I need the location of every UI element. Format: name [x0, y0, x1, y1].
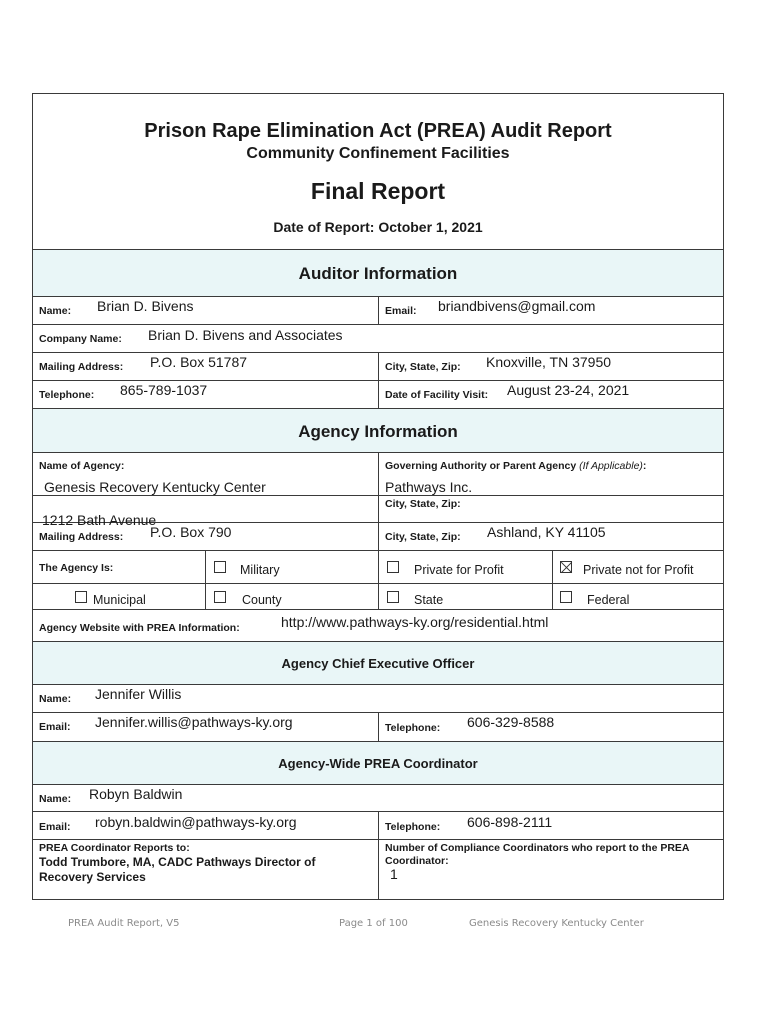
column-divider	[378, 353, 379, 380]
county-option-label: County	[242, 593, 282, 607]
report-header	[33, 94, 723, 250]
auditor-email-value: briandbivens@gmail.com	[438, 298, 596, 314]
agency-governing-value: Pathways Inc.	[385, 479, 473, 495]
agency-street-row	[33, 496, 723, 528]
state-checkbox[interactable]	[387, 591, 399, 603]
agency-csz-top-label: City, State, Zip:	[385, 498, 461, 510]
ceo-contact-row	[33, 713, 723, 742]
auditor-phone-value: 865-789-1037	[120, 382, 208, 398]
coordinator-reports-to-label: PREA Coordinator Reports to:	[39, 842, 190, 854]
agency-street-value: 1212 Bath Avenue	[42, 512, 157, 528]
agency-type-label: The Agency Is:	[39, 562, 114, 574]
column-divider	[205, 584, 206, 609]
ceo-phone-value: 606-329-8588	[467, 714, 555, 730]
auditor-csz-value: Knoxville, TN 37950	[486, 354, 612, 370]
coordinator-phone-value: 606-898-2111	[467, 814, 553, 830]
agency-section-title: Agency Information	[298, 422, 458, 441]
coordinator-reporting-row	[33, 840, 723, 899]
auditor-phone-row	[33, 381, 723, 409]
coordinator-name-value: Robyn Baldwin	[89, 786, 183, 802]
auditor-visit-value: August 23-24, 2021	[507, 382, 630, 398]
auditor-section-title: Auditor Information	[298, 264, 458, 283]
column-divider	[552, 551, 553, 583]
military-option-label: Military	[240, 563, 280, 577]
agency-address-row	[33, 523, 723, 551]
footer-page-number: Page 1 of 100	[339, 918, 408, 929]
private-not-for-profit-checkbox[interactable]	[560, 561, 572, 573]
agency-name-label: Name of Agency:	[39, 460, 125, 472]
auditor-name-row	[33, 297, 723, 325]
ceo-name-value: Jennifer Willis	[95, 686, 182, 702]
auditor-company-row	[33, 325, 723, 353]
auditor-name-value: Brian D. Bivens	[97, 298, 194, 314]
auditor-csz-label: City, State, Zip:	[385, 361, 461, 373]
column-divider	[378, 840, 379, 899]
column-divider	[552, 584, 553, 609]
agency-website-label: Agency Website with PREA Information:	[39, 622, 240, 634]
coordinator-reports-to-line-2: Recovery Services	[39, 870, 146, 884]
auditor-section-header	[33, 250, 723, 297]
coordinator-email-label: Email:	[39, 821, 71, 833]
coordinator-contact-row	[33, 812, 723, 840]
ceo-email-value: Jennifer.willis@pathways-ky.org	[95, 714, 293, 730]
auditor-company-label: Company Name:	[39, 333, 122, 345]
column-divider	[378, 297, 379, 324]
private-not-for-profit-option-label: Private not for Profit	[583, 563, 694, 577]
ceo-email-label: Email:	[39, 721, 71, 733]
compliance-count-label-line-1: Number of Compliance Coordinators who report to the PREA	[385, 842, 690, 854]
ceo-name-row	[33, 685, 723, 713]
governing-label-colon: :	[642, 460, 647, 472]
private-for-profit-option-label: Private for Profit	[414, 563, 504, 577]
military-checkbox[interactable]	[214, 561, 226, 573]
agency-website-row	[33, 610, 723, 642]
footer-right: Genesis Recovery Kentucky Center	[469, 918, 644, 929]
agency-type-row-2	[33, 584, 723, 610]
county-checkbox[interactable]	[214, 591, 226, 603]
auditor-mailing-label: Mailing Address:	[39, 361, 124, 373]
agency-csz-value: Ashland, KY 41105	[487, 524, 606, 540]
ceo-name-label: Name:	[39, 693, 72, 705]
compliance-count-label-line-2: Coordinator:	[385, 855, 449, 867]
coordinator-section-header	[33, 742, 723, 785]
column-divider	[378, 523, 379, 550]
auditor-email-label: Email:	[385, 305, 417, 317]
agency-mailing-value: P.O. Box 790	[150, 524, 232, 540]
agency-csz-label: City, State, Zip:	[385, 531, 461, 543]
agency-mailing-label: Mailing Address:	[39, 531, 124, 543]
governing-label-text: Governing Authority or Parent Agency	[385, 460, 577, 472]
auditor-name-label: Name:	[39, 305, 72, 317]
agency-type-row-1	[33, 551, 723, 584]
report-cover-form	[32, 93, 724, 900]
ceo-phone-label: Telephone:	[385, 722, 441, 734]
agency-website-link[interactable]: http://www.pathways-ky.org/residential.html	[281, 614, 549, 630]
compliance-count-value: 1	[390, 866, 398, 882]
coordinator-reports-to-line-1: Todd Trumbore, MA, CADC Pathways Director of	[39, 855, 316, 869]
auditor-visit-label: Date of Facility Visit:	[385, 389, 489, 401]
report-date-label: Date of Report:	[273, 219, 375, 235]
auditor-mailing-value: P.O. Box 51787	[150, 354, 248, 370]
agency-name-row	[33, 453, 723, 496]
municipal-option-label: Municipal	[93, 593, 146, 607]
federal-checkbox[interactable]	[560, 591, 572, 603]
report-title: Prison Rape Elimination Act (PREA) Audit Report	[144, 120, 612, 142]
governing-label-note: (If Applicable)	[579, 460, 643, 472]
coordinator-email-value: robyn.baldwin@pathways-ky.org	[95, 814, 297, 830]
column-divider	[378, 496, 379, 522]
coordinator-phone-label: Telephone:	[385, 821, 441, 833]
agency-name-value: Genesis Recovery Kentucky Center	[44, 479, 266, 495]
coordinator-name-label: Name:	[39, 793, 72, 805]
auditor-address-row	[33, 353, 723, 381]
column-divider	[205, 551, 206, 583]
ceo-section-header	[33, 642, 723, 685]
private-for-profit-checkbox[interactable]	[387, 561, 399, 573]
auditor-phone-label: Telephone:	[39, 389, 95, 401]
federal-option-label: Federal	[587, 593, 630, 607]
coordinator-section-title: Agency-Wide PREA Coordinator	[278, 756, 478, 771]
report-date	[33, 219, 723, 235]
ceo-section-title: Agency Chief Executive Officer	[281, 656, 475, 671]
report-type: Final Report	[310, 178, 446, 204]
column-divider	[378, 584, 379, 609]
column-divider	[378, 713, 379, 741]
column-divider	[378, 551, 379, 583]
report-date-value: October 1, 2021	[378, 219, 483, 235]
column-divider	[378, 453, 379, 495]
coordinator-name-row	[33, 785, 723, 812]
municipal-checkbox[interactable]	[75, 591, 87, 603]
footer-left: PREA Audit Report, V5	[68, 918, 180, 929]
agency-governing-label	[385, 460, 646, 472]
column-divider	[378, 381, 379, 408]
state-option-label: State	[414, 593, 444, 607]
report-subtitle: Community Confinement Facilities	[246, 145, 510, 162]
agency-section-header	[33, 409, 723, 453]
auditor-company-value: Brian D. Bivens and Associates	[148, 327, 343, 343]
column-divider	[378, 812, 379, 839]
